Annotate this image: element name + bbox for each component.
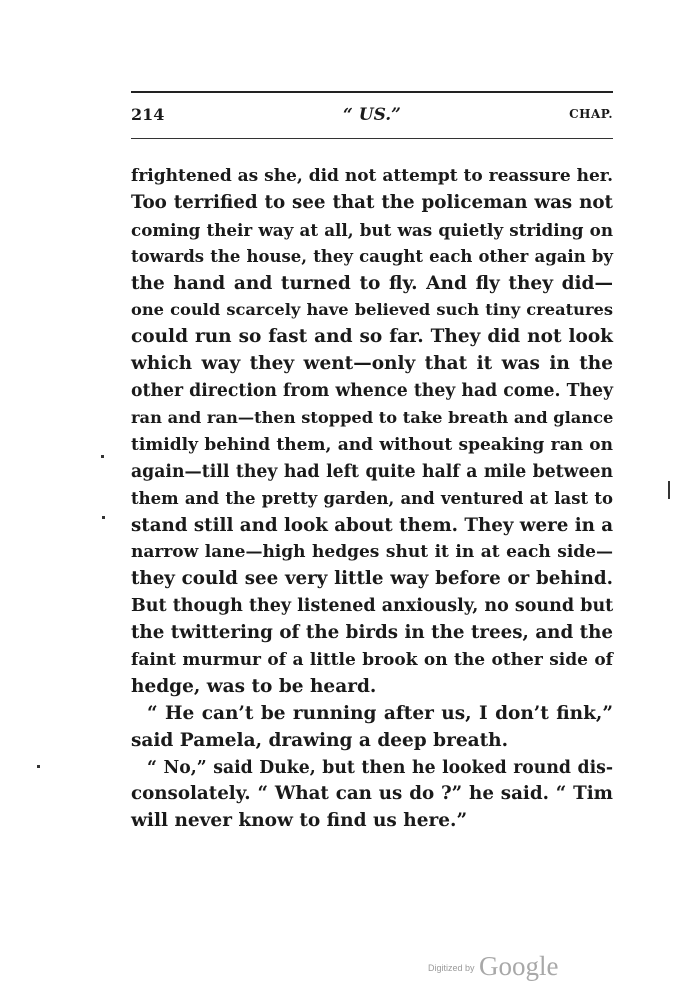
body-text (131, 163, 613, 835)
text-line: said Pamela, drawing a deep breath. (131, 729, 509, 751)
text-line: faint murmur of a little brook on the other side of (131, 650, 613, 671)
page-number: 214 (131, 105, 165, 124)
text-line: could run so fast and so far. They did not look (131, 326, 613, 348)
text-line: narrow lane—high hedges shut it in at each side— (131, 542, 613, 563)
text-line: hedge, was to be heard. (131, 675, 377, 697)
text-line: Too terrified to see that the policeman was not (131, 191, 613, 213)
text-line: other direction from whence they had come. They (131, 381, 613, 402)
scan-speck (37, 765, 40, 768)
brand-logo: Google (478, 951, 559, 981)
text-line: they could see very little way before or behind. (131, 568, 613, 590)
text-line: But though they listened anxiously, no sound but (131, 596, 614, 617)
text-line: frightened as she, did not attempt to reassure her. (131, 166, 614, 186)
header-rule-top (131, 91, 613, 93)
text-line: the twittering of the birds in the trees, and the (131, 622, 613, 644)
digitized-watermark (428, 951, 558, 982)
text-line: them and the pretty garden, and ventured at last to (131, 488, 613, 508)
chapter-label: CHAP. (569, 107, 613, 121)
text-line: consolately. “ What can us do ?” he said. “ Tim (131, 783, 613, 805)
header-rule-bottom (131, 138, 613, 139)
text-line: one could scarcely have believed such tiny creatures (131, 300, 613, 320)
running-head (131, 105, 613, 127)
text-line: “ No,” said Duke, but then he looked round dis- (147, 757, 613, 778)
text-line: which way they went—only that it was in the (131, 353, 613, 375)
text-line: coming their way at all, but was quietly striding on (131, 219, 613, 240)
digitized-prefix: Digitized by (428, 963, 475, 973)
scan-mark (668, 481, 670, 499)
running-title: “ US.” (343, 105, 401, 125)
text-line: stand still and look about them. They were in a (131, 514, 614, 536)
text-line: will never know to find us here.” (131, 810, 468, 832)
text-line: again—till they had left quite half a mile between (131, 461, 613, 482)
text-line: “ He can’t be running after us, I don’t fink,” (147, 702, 613, 724)
text-line: the hand and turned to fly. And fly they did— (131, 272, 613, 294)
scan-speck (102, 516, 105, 519)
scan-speck (101, 455, 104, 458)
text-line: towards the house, they caught each other again by (131, 246, 613, 266)
text-line: timidly behind them, and without speaking ran on (131, 434, 613, 455)
text-line: ran and ran—then stopped to take breath and glance (131, 408, 614, 428)
